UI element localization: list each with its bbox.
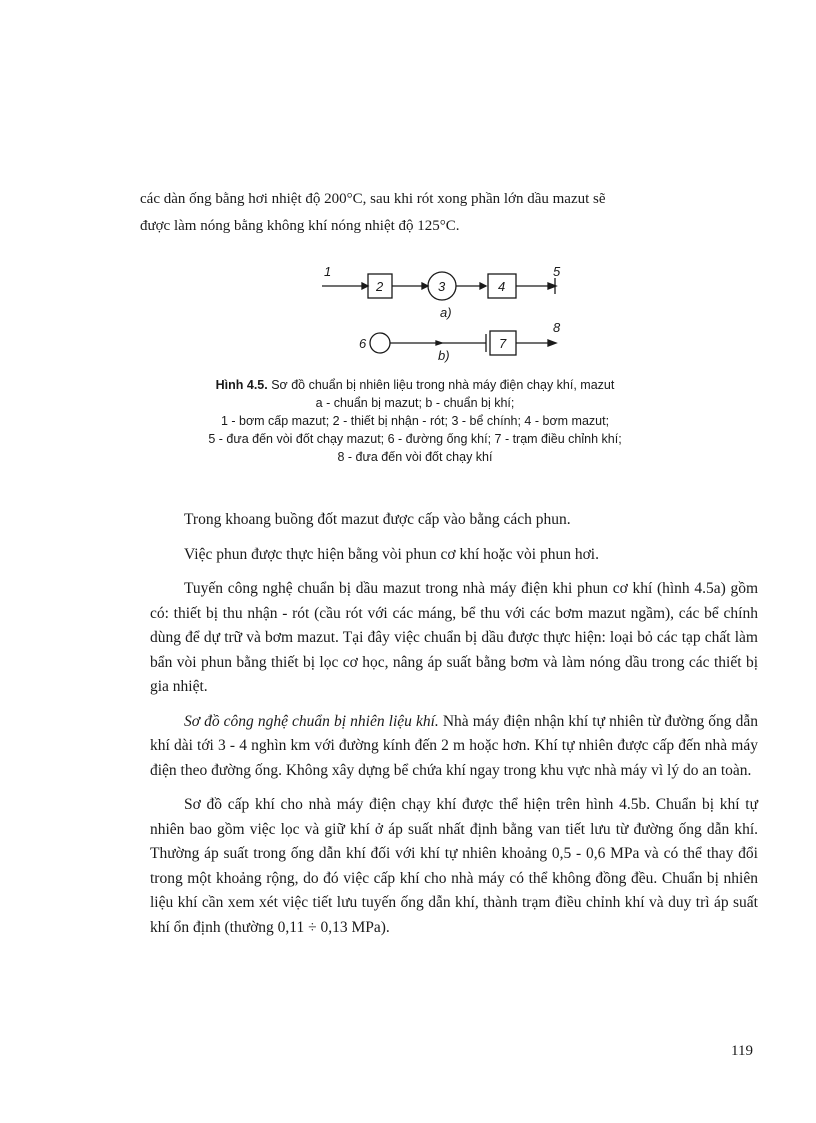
- paragraph-4-heading: Sơ đồ công nghệ chuẩn bị nhiên liệu khí.: [184, 712, 439, 730]
- paragraph-2: Việc phun được thực hiện bằng vòi phun cơ khí hoặc vòi phun hơi.: [184, 545, 599, 563]
- paragraph-5: Sơ đồ cấp khí cho nhà máy điện chạy khí được thể hiện trên hình 4.5b. Chuẩn bị khí tự nhiên bao gồm việc lọc và giữ khí ở áp suất nhất định bằng van tiết lưu từ đường ống dẫn khí. Thường áp suất trong ống dẫn khí đối với khí tự nhiên khoảng 0,5 - 0,6 MPa và có thể thay đổi trong một khoảng rộng, do đó việc cấp khí cho nhà máy có thể không đồng đều. Chuẩn bị nhiên liệu khí cần xem xét việc tiết lưu tuyến ống dẫn khí, thành trạm điều chỉnh khí và duy trì áp suất khí ổn định (thường 0,11 ÷ 0,13 MPa).: [150, 796, 758, 936]
- label-1: 1: [324, 264, 332, 279]
- label-2: 2: [376, 279, 384, 294]
- label-7: 7: [499, 336, 507, 351]
- label-5: 5: [553, 264, 561, 279]
- arrow-into-4: [480, 283, 486, 289]
- paragraph-4: [150, 710, 758, 784]
- label-a: a): [440, 305, 452, 320]
- flow-diagram: [310, 262, 580, 372]
- circle-6: [370, 333, 390, 353]
- label-6: 6: [359, 336, 367, 351]
- caption-line-3: 1 - bơm cấp mazut; 2 - thiết bị nhận - rót; 3 - bể chính; 4 - bơm mazut;: [220, 414, 610, 428]
- page-number: 119: [731, 1043, 753, 1059]
- figure-4-5-diagram: [310, 262, 580, 372]
- intro-line-1: các dàn ống bằng hơi nhiệt độ 200°C, sau khi rót xong phần lớn dầu mazut sẽ: [140, 191, 606, 207]
- arrow-out-8: [548, 340, 556, 346]
- caption-line-2: a - chuẩn bị mazut; b - chuẩn bị khí;: [315, 396, 515, 410]
- paragraph-3: Tuyến công nghệ chuẩn bị dầu mazut trong nhà máy điện khi phun cơ khí (hình 4.5a) gồm có: thiết bị thu nhận - rót (cầu rót với các máng, bể thu với các bơm mazut ngầm), các bể chính dùng để dự trữ và bơm mazut. Tại đây việc chuẩn bị dầu được thực hiện: loại bỏ các tạp chất làm bẩn vòi phun bằng thiết bị lọc cơ học, nâng áp suất bằng bơm và làm nóng dầu trong các thiết bị gia nhiệt.: [150, 580, 758, 695]
- caption-title-bold: Hình 4.5.: [215, 378, 268, 392]
- paragraph-1: Trong khoang buồng đốt mazut được cấp vào bằng cách phun.: [184, 511, 571, 528]
- caption-title: [150, 376, 680, 394]
- intro-text: [140, 186, 760, 240]
- arrow-into-3: [422, 283, 428, 289]
- caption-line-4: 5 - đưa đến vòi đốt chạy mazut; 6 - đường ống khí; 7 - trạm điều chỉnh khí;: [208, 432, 622, 446]
- label-3: 3: [438, 279, 446, 294]
- arrow-mid-b: [436, 341, 442, 345]
- caption-line-5: 8 - đưa đến vòi đốt chạy khí: [337, 450, 493, 464]
- paragraph-4-text: Nhà máy điện nhận khí tự nhiên từ đường ống dẫn khí dài tới 3 - 4 nghìn km với đường kính đến 2 m hoặc hơn. Khí tự nhiên được cấp đến nhà máy điện theo đường ống. Không xây dựng bể chứa khí ngay trong khu vực nhà máy vì lý do an toàn.: [150, 712, 758, 779]
- label-8: 8: [553, 320, 561, 335]
- label-4: 4: [498, 279, 506, 294]
- figure-caption: [150, 376, 680, 466]
- arrow-into-2: [362, 283, 368, 289]
- caption-title-rest: Sơ đồ chuẩn bị nhiên liệu trong nhà máy điện chạy khí, mazut: [267, 378, 615, 392]
- label-b: b): [438, 348, 450, 363]
- body-text: [150, 508, 758, 950]
- intro-line-2: được làm nóng bằng không khí nóng nhiệt độ 125°C.: [140, 218, 460, 234]
